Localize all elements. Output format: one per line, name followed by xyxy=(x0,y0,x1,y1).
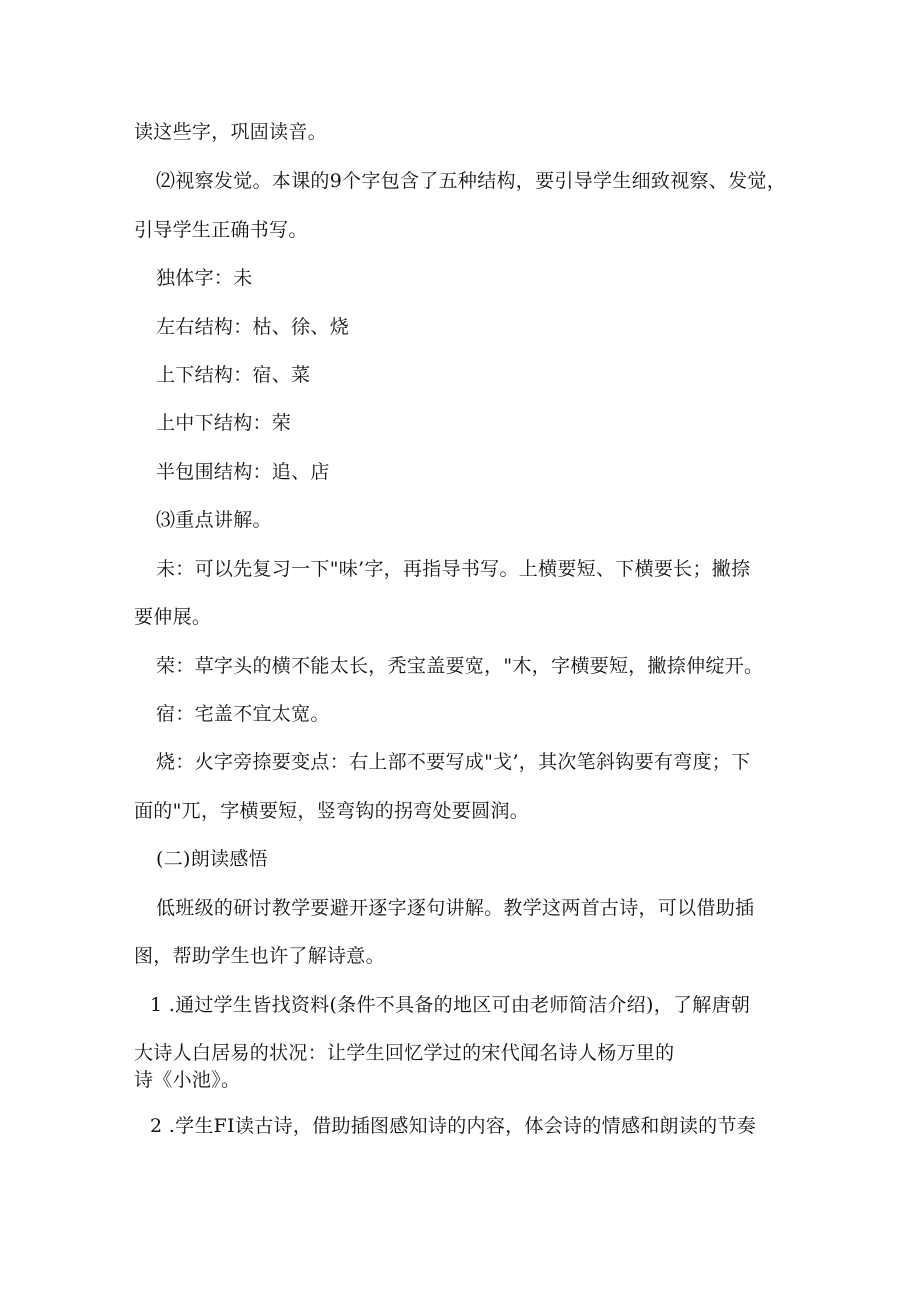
paragraph-line: ⑵视察发觉。本课的9个字包含了五种结构，要引导学生细致视察、发觉， xyxy=(156,170,786,192)
section-heading: ⑶重点讲解。 xyxy=(156,509,272,531)
paragraph-line: 读这些字，巩固读音。 xyxy=(134,121,328,143)
paragraph-line: 诗《小池》。 xyxy=(134,1069,241,1091)
structure-item: 半包围结构：追、店 xyxy=(156,461,330,483)
section-heading: (二)朗读感悟 xyxy=(156,848,268,870)
paragraph-line: 引导学生正确书写。 xyxy=(134,219,308,241)
list-item: 2 .学生FI读古诗，借助插图感知诗的内容，体会诗的情感和朗读的节奏 xyxy=(150,1115,757,1137)
structure-item: 独体字：未 xyxy=(156,267,253,289)
structure-item: 左右结构：枯、徐、烧 xyxy=(156,316,350,338)
paragraph-line: 低班级的研讨教学要避开逐字逐句讲解。教学这两首古诗，可以借助插 xyxy=(156,897,755,919)
paragraph-line: 要伸展。 xyxy=(134,606,212,628)
paragraph-line: 面的"兀，字横要短，竖弯钩的拐弯处要圆润。 xyxy=(134,800,530,822)
structure-item: 上下结构：宿、菜 xyxy=(156,364,311,386)
paragraph-line: 大诗人白居易的状况：让学生回忆学过的宋代闻名诗人杨万里的 xyxy=(134,1042,675,1064)
paragraph-line: 宿：宅盖不宜太宽。 xyxy=(156,703,330,725)
structure-item: 上中下结构：荣 xyxy=(156,412,292,434)
paragraph-line: 未：可以先复习一下"味’字，再指导书写。上横要短、下横要长；撇捺 xyxy=(156,558,751,580)
paragraph-line: 烧：火字旁捺要变点：右上部不要写成"戈’，其次笔斜钩要有弯度；下 xyxy=(156,751,751,773)
list-item: 1 .通过学生皆找资料(条件不具备的地区可由老师简洁介绍)，了解唐朝 xyxy=(150,994,751,1016)
paragraph-line: 图，帮助学生也许了解诗意。 xyxy=(134,945,385,967)
paragraph-line: 荣：草字头的横不能太长，秃宝盖要宽，"木，字横要短，撇捺伸绽开。 xyxy=(156,655,764,677)
